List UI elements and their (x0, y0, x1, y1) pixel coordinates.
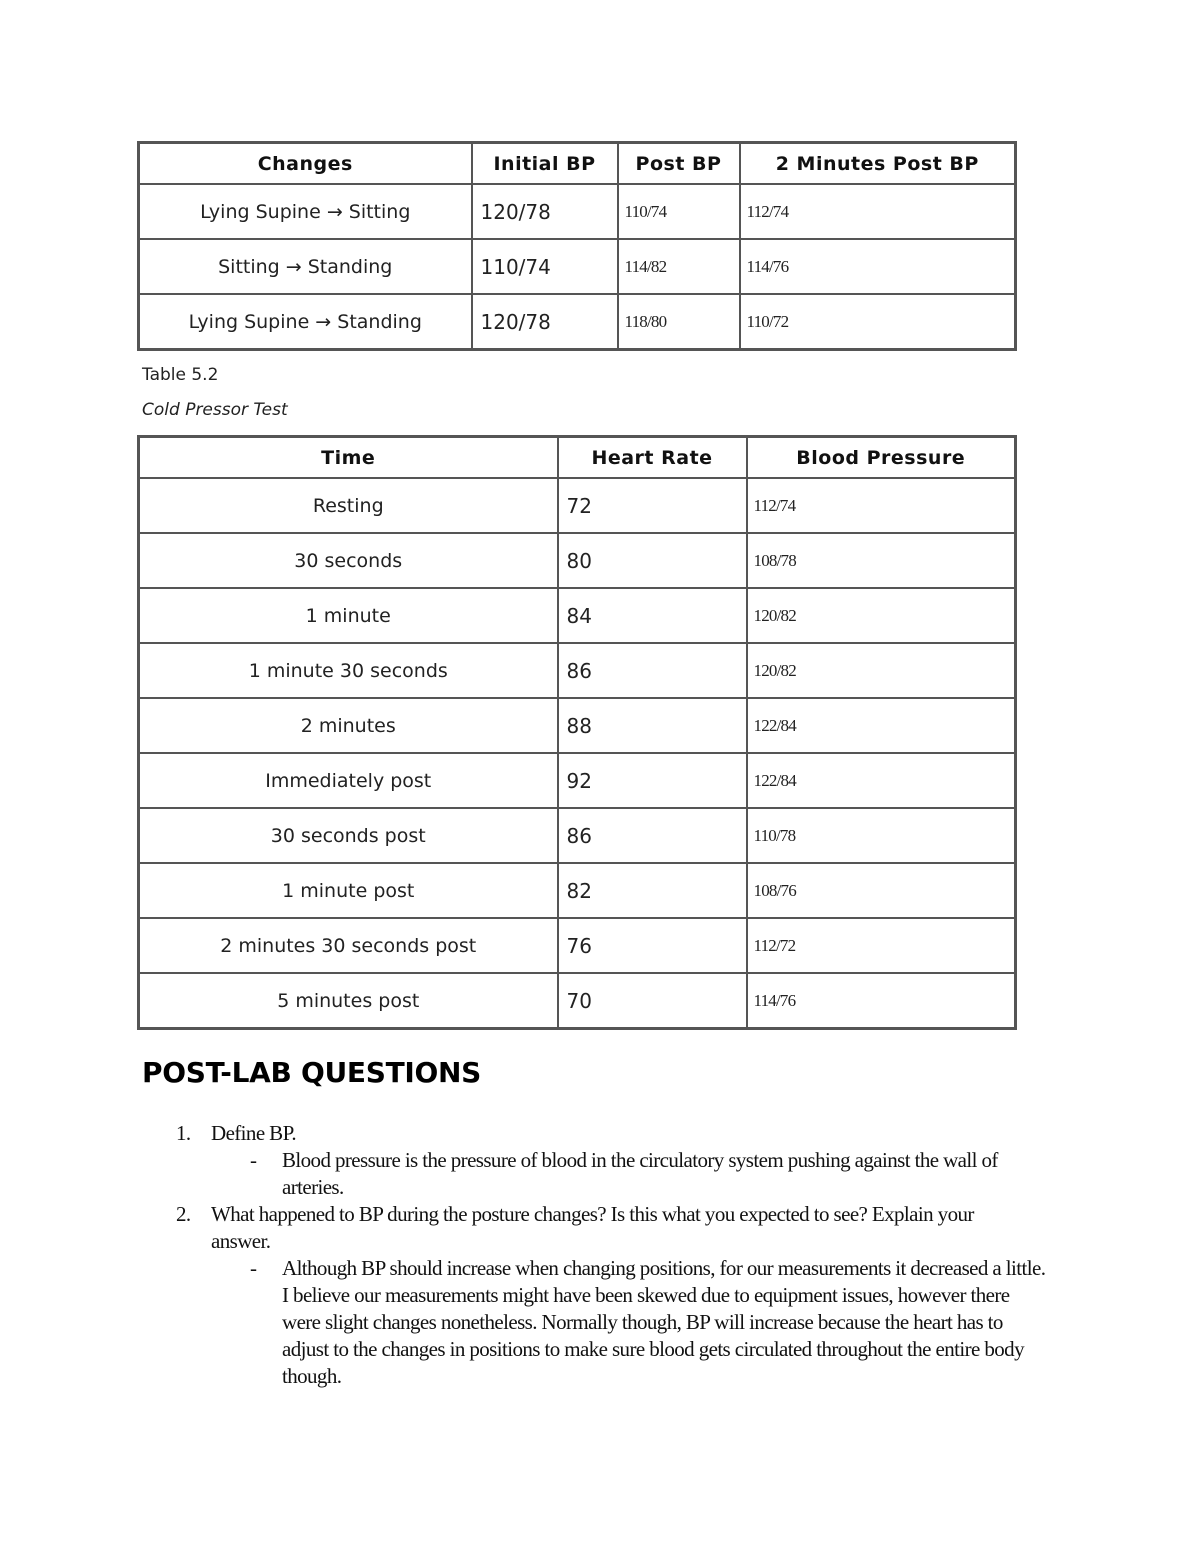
table-row (139, 294, 1016, 350)
blood-pressure-cell: 108/78 (747, 533, 1016, 588)
post-lab-heading: POST-LAB QUESTIONS (142, 1056, 482, 1089)
2min-post-bp-cell: 110/72 (740, 294, 1016, 350)
answer-text: Although BP should increase when changing positions, for our measurements it decreased a little. I believe our measurements might have been skewed due to equipment issues, however there were slight changes nonetheless. Normally though, BP will increase because the heart has to adjust to the changes in positions to make sure blood gets circulated throughout the entire body though. (282, 1256, 1046, 1388)
heart-rate-cell: 80 (558, 533, 747, 588)
time-cell: Immediately post (139, 753, 558, 808)
change-cell: Lying Supine → Sitting (139, 184, 472, 239)
initial-bp-cell: 110/74 (472, 239, 618, 294)
time-cell: 5 minutes post (139, 973, 558, 1029)
post-bp-cell: 110/74 (618, 184, 740, 239)
posture-bp-table (137, 141, 1017, 351)
table-row (139, 239, 1016, 294)
table-row (139, 184, 1016, 239)
time-cell: 30 seconds (139, 533, 558, 588)
question-number: 1. (176, 1121, 191, 1145)
blood-pressure-cell: 122/84 (747, 753, 1016, 808)
post-bp-cell: 118/80 (618, 294, 740, 350)
heart-rate-cell: 84 (558, 588, 747, 643)
header-2min-post-bp: 2 Minutes Post BP (740, 143, 1016, 185)
header-changes: Changes (139, 143, 472, 185)
answer-bullet: - (250, 1148, 257, 1172)
table-header-row (139, 143, 1016, 185)
table-row (139, 808, 1016, 863)
header-initial-bp: Initial BP (472, 143, 618, 185)
answer-text: Blood pressure is the pressure of blood in the circulatory system pushing against the wall of arteries. (282, 1148, 998, 1199)
heart-rate-cell: 92 (558, 753, 747, 808)
question-1 (0, 1120, 1021, 1147)
2min-post-bp-cell: 112/74 (740, 184, 1016, 239)
table-row (139, 698, 1016, 753)
time-cell: 1 minute (139, 588, 558, 643)
header-post-bp: Post BP (618, 143, 740, 185)
header-heart-rate: Heart Rate (558, 437, 747, 479)
2min-post-bp-cell: 114/76 (740, 239, 1016, 294)
blood-pressure-cell: 110/78 (747, 808, 1016, 863)
heart-rate-cell: 86 (558, 643, 747, 698)
time-cell: 1 minute post (139, 863, 558, 918)
change-cell: Lying Supine → Standing (139, 294, 472, 350)
question-2 (0, 1201, 1021, 1255)
time-cell: 2 minutes (139, 698, 558, 753)
header-blood-pressure: Blood Pressure (747, 437, 1016, 479)
header-time: Time (139, 437, 558, 479)
heart-rate-cell: 70 (558, 973, 747, 1029)
table-row (139, 588, 1016, 643)
table-row (139, 478, 1016, 533)
heart-rate-cell: 76 (558, 918, 747, 973)
initial-bp-cell: 120/78 (472, 184, 618, 239)
blood-pressure-cell: 108/76 (747, 863, 1016, 918)
table-row (139, 863, 1016, 918)
blood-pressure-cell: 122/84 (747, 698, 1016, 753)
question-number: 2. (176, 1202, 191, 1226)
heart-rate-cell: 86 (558, 808, 747, 863)
question-text: What happened to BP during the posture changes? Is this what you expected to see? Explain your answer. (211, 1202, 974, 1253)
blood-pressure-cell: 114/76 (747, 973, 1016, 1029)
answer-2 (0, 1255, 1052, 1390)
table-row (139, 918, 1016, 973)
answer-1 (0, 1147, 1052, 1201)
blood-pressure-cell: 112/74 (747, 478, 1016, 533)
table-row (139, 643, 1016, 698)
time-cell: 1 minute 30 seconds (139, 643, 558, 698)
change-cell: Sitting → Standing (139, 239, 472, 294)
heart-rate-cell: 72 (558, 478, 747, 533)
table-header-row (139, 437, 1016, 479)
table-label: Table 5.2 (142, 365, 219, 385)
answer-bullet: - (250, 1256, 257, 1280)
time-cell: Resting (139, 478, 558, 533)
table-title: Cold Pressor Test (142, 400, 288, 420)
question-text: Define BP. (211, 1121, 296, 1145)
blood-pressure-cell: 120/82 (747, 588, 1016, 643)
post-bp-cell: 114/82 (618, 239, 740, 294)
post-lab-questions (0, 1120, 1200, 1390)
time-cell: 2 minutes 30 seconds post (139, 918, 558, 973)
time-cell: 30 seconds post (139, 808, 558, 863)
cold-pressor-table (137, 435, 1017, 1030)
blood-pressure-cell: 120/82 (747, 643, 1016, 698)
heart-rate-cell: 88 (558, 698, 747, 753)
heart-rate-cell: 82 (558, 863, 747, 918)
initial-bp-cell: 120/78 (472, 294, 618, 350)
table-row (139, 753, 1016, 808)
table-row (139, 533, 1016, 588)
blood-pressure-cell: 112/72 (747, 918, 1016, 973)
table-row (139, 973, 1016, 1029)
